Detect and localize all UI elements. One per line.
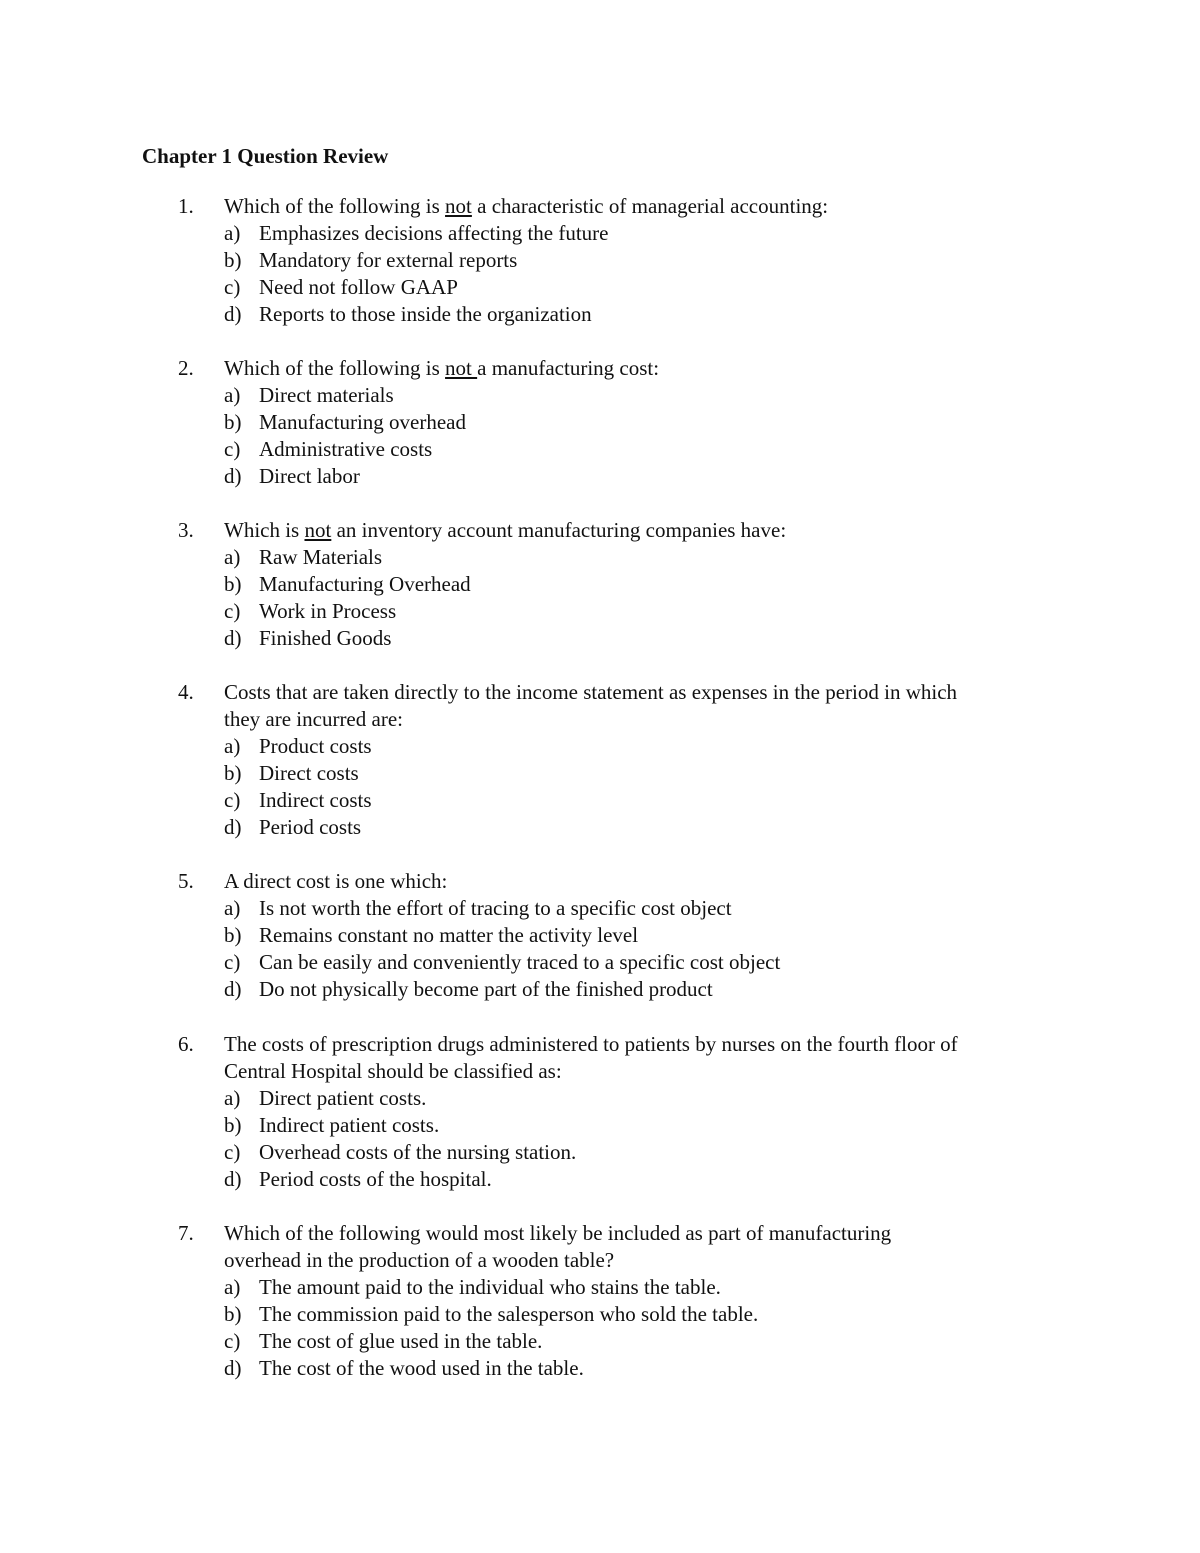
question-stem: Which of the following is not a manufacturing cost:	[224, 356, 660, 380]
question-stem: A direct cost is one which:	[224, 869, 448, 893]
emphasis-underline: not	[445, 194, 472, 218]
option-a: a) Product costs	[224, 734, 372, 758]
question-number: 2.	[178, 356, 194, 380]
option-a: a) Raw Materials	[224, 545, 383, 569]
question-stem: Which of the following is not a characteristic of managerial accounting:	[224, 194, 829, 218]
option-c: c) Indirect costs	[224, 788, 372, 812]
question-stem: Which of the following would most likely be included as part of manufacturing overhead in the production of a wooden table?	[224, 1221, 892, 1273]
question-number: 3.	[178, 518, 194, 542]
emphasis-underline: not	[304, 518, 332, 542]
option-c: c) Overhead costs of the nursing station.	[224, 1140, 577, 1164]
option-a: a) The amount paid to the individual who stains the table.	[224, 1275, 721, 1299]
emphasis-underline: not	[445, 356, 478, 380]
option-d: d) Reports to those inside the organization	[224, 302, 592, 326]
option-b: b) The commission paid to the salesperson who sold the table.	[224, 1302, 759, 1326]
question-number: 1.	[178, 194, 194, 218]
option-b: b) Manufacturing Overhead	[224, 572, 471, 596]
question-stem: Which is not an inventory account manufacturing companies have:	[224, 518, 787, 542]
option-d: d) Do not physically become part of the finished product	[224, 977, 713, 1001]
option-a: a) Direct materials	[224, 383, 394, 407]
option-c: c) Need not follow GAAP	[224, 275, 458, 299]
option-b: b) Mandatory for external reports	[224, 248, 518, 272]
option-d: d) The cost of the wood used in the table.	[224, 1356, 584, 1380]
option-d: d) Finished Goods	[224, 626, 392, 650]
option-a: a) Is not worth the effort of tracing to a specific cost object	[224, 896, 732, 920]
option-c: c) Can be easily and conveniently traced to a specific cost object	[224, 950, 781, 974]
option-c: c) The cost of glue used in the table.	[224, 1329, 543, 1353]
question-number: 5.	[178, 869, 194, 893]
option-c: c) Work in Process	[224, 599, 397, 623]
page-title: Chapter 1 Question Review	[142, 144, 389, 168]
question-number: 4.	[178, 680, 194, 704]
option-d: d) Period costs	[224, 815, 362, 839]
option-d: d) Period costs of the hospital.	[224, 1167, 492, 1191]
option-a: a) Emphasizes decisions affecting the future	[224, 221, 609, 245]
option-a: a) Direct patient costs.	[224, 1086, 427, 1110]
option-d: d) Direct labor	[224, 464, 360, 488]
option-b: b) Indirect patient costs.	[224, 1113, 440, 1137]
question-stem: Costs that are taken directly to the income statement as expenses in the period in which they are incurred are:	[224, 680, 958, 732]
option-c: c) Administrative costs	[224, 437, 433, 461]
option-b: b) Remains constant no matter the activity level	[224, 923, 639, 947]
question-number: 7.	[178, 1221, 194, 1245]
question-stem: The costs of prescription drugs administered to patients by nurses on the fourth floor of Central Hospital should be classified as:	[224, 1032, 958, 1084]
option-b: b) Manufacturing overhead	[224, 410, 466, 434]
option-b: b) Direct costs	[224, 761, 359, 785]
question-number: 6.	[178, 1032, 194, 1056]
